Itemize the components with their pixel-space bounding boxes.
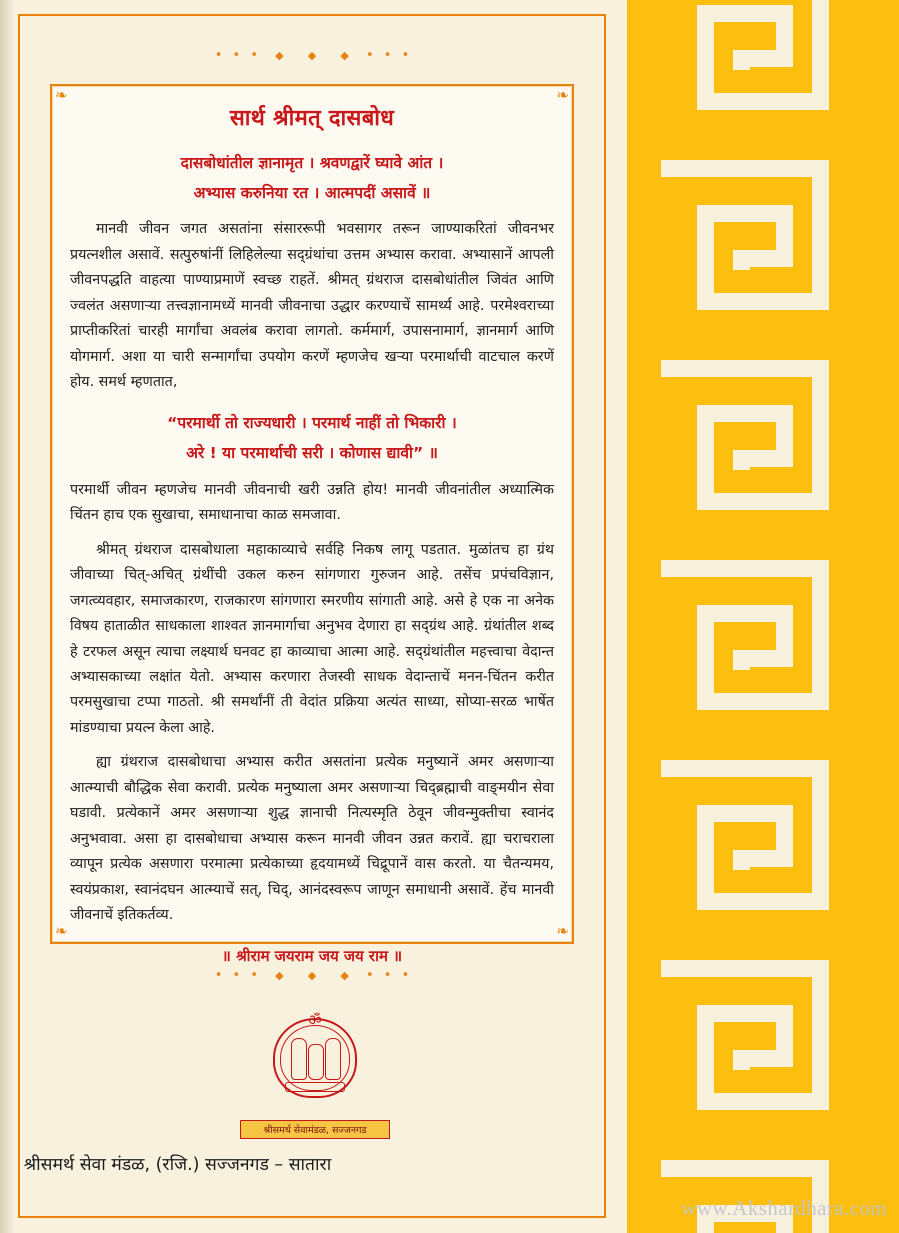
organisation-emblem <box>255 1011 375 1118</box>
middle-verse <box>70 408 554 468</box>
frame-corner-bottom-left <box>18 1184 52 1218</box>
ornament-diamond-3: ◆ <box>340 49 352 62</box>
frame-corner-top-right <box>572 14 606 48</box>
middle-verse-line-2: अरे ! या परमार्थाची सरी । कोणास द्यावी” ॥ <box>186 443 438 462</box>
emblem-caption: श्रीसमर्थ सेवामंडळ, सज्जनगड <box>240 1120 390 1139</box>
meander-pattern <box>627 0 899 1233</box>
ornament-bottom-diamond-2: ◆ <box>307 969 320 982</box>
ornament-dots-right: • • • <box>365 48 413 63</box>
body-paragraph-1: मानवी जीवन जगत असतांना संसाररूपी भवसागर तरून जाण्याकरितां जीवनभर प्रयत्नशील असावें. सत्पुरुषांनीं लिहिलेल्या सद्ग्रंथांचा उत्तम अभ्यास करावा. अभ्यासानें आपली जीवनपद्धति वाहत्या पाण्याप्रमाणें स्वच्छ राहतें. श्रीमत् ग्रंथराज दासबोधांतील जिवंत आणि ज्वलंत असणाऱ्या तत्त्वज्ञानामध्यें मानवी जीवनाचा उद्धार करण्याचें सामर्थ्य आहे. परमेश्वराच्या प्राप्तीकरितां चारही मार्गांचा अवलंब करावा लागतो. कर्ममार्ग, उपासनामार्ग, ज्ञानमार्ग आणि योगमार्ग. अशा या चारी सन्मार्गांचा उपयोग करणें म्हणजेच खऱ्या परमार्थाची वाटचाल करणें होय. समर्थ म्हणतात, <box>70 221 554 391</box>
ornament-bottom-dots-left: • • • <box>214 968 262 983</box>
greek-key-motif <box>661 160 861 360</box>
om-symbol-icon: ॐ <box>308 1011 322 1029</box>
ornament-bottom-diamond-3: ◆ <box>340 969 352 982</box>
greek-key-motif <box>661 360 861 560</box>
card-content <box>70 102 554 966</box>
ornament-top <box>0 48 627 63</box>
body-paragraph-3: श्रीमत् ग्रंथराज दासबोधाला महाकाव्याचे सर्वहि निकष लागू पडतात. मुळांतच हा ग्रंथ जीवाच्या चित्-अचित् ग्रंथींची उकल करुन सांगणारा गुरुजन आहे. तसेंच प्रपंचविज्ञान, जगत्व्यवहार, समाजकारण, राजकारण सांगणारा स्मरणीय सांगाती आहे. असे हे एक ना अनेक विषय हाताळीत साधकाला शाश्वत ज्ञानमार्गाचा अनुभव देणारा हा सद्ग्रंथ आहे. ग्रंथांतील शब्द हे टरफल असून त्याचा लक्ष्यार्थ घनवट हा काव्याचा आत्मा आहे. सद्ग्रंथांतील महत्त्वाचा वेदान्त अभ्यासकाच्या लक्षांत येतो. अभ्यास करणारा तेजस्वी साधक वेदान्ताचें मनन-चिंतन करीत परमसुखाचा टप्पा गाठतो. श्री समर्थांनीं ती वेदांत प्रक्रिया अत्यंत साध्या, सोप्या-सरळ भाषेंत मांडण्याचा प्रयत्न केला आहे. <box>70 541 554 736</box>
middle-verse-line-1: “परमार्थी तो राज्यधारी । परमार्थ नाहीं तो भिकारी । <box>167 413 457 432</box>
ornament-dots-left: • • • <box>214 48 262 63</box>
decorative-border-band <box>627 0 899 1233</box>
frame-corner-top-left <box>18 14 52 48</box>
ornament-diamond-1: ◆ <box>275 49 287 62</box>
emblem-figure-left <box>291 1038 307 1080</box>
publisher-line: श्रीसमर्थ सेवा मंडळ, (रजि.) सज्जनगड – सातारा <box>23 1155 332 1175</box>
body-paragraph-2: परमार्थी जीवन म्हणजेच मानवी जीवनाची खरी उन्नति होय! मानवी जीवनांतील अध्यात्मिक चिंतन हाच एक सुखाचा, समाधानाचा काळ समजावा. <box>70 481 554 524</box>
card-corner-flourish-bottom-right: ❧ <box>556 922 569 940</box>
card-corner-flourish-bottom-left: ❧ <box>55 922 68 940</box>
site-watermark: www.Akshardhara.com <box>681 1196 887 1220</box>
ornament-bottom-diamond-1: ◆ <box>275 969 287 982</box>
card-corner-flourish-top-left: ❧ <box>55 86 68 104</box>
content-card <box>50 84 574 966</box>
emblem-figure-right <box>325 1038 341 1080</box>
emblem-base <box>285 1082 345 1092</box>
emblem-figure-center <box>308 1044 324 1080</box>
opening-verse-line-1: दासबोधांतील ज्ञानामृत । श्रवणद्वारें घ्यावे आंत । <box>180 154 444 172</box>
greek-key-motif <box>661 960 861 1160</box>
greek-key-motif <box>661 0 861 160</box>
opening-verse-line-2: अभ्यास करुनिया रत । आत्मपदीं असावें ॥ <box>193 184 431 203</box>
ornament-bottom-dots-right: • • • <box>365 968 413 983</box>
body-paragraph-4: ह्या ग्रंथराज दासबोधाचा अभ्यास करीत असतांना प्रत्येक मनुष्यानें अमर असणाऱ्या आत्म्याची बौद्धिक सेवा करावी. प्रत्येक मनुष्याला अमर असणाऱ्या चिद्ब्रह्माची वाङ्‌मयीन सेवा घडावी. प्रत्येकानें अमर असणाऱ्या शुद्ध ज्ञानाची नित्यस्मृति ठेवून जीवन्मुक्तीचा स्वानंद अनुभवावा. असा हा दासबोधाचा अभ्यास करून मानवी जीवन उन्नत करावें. ह्या चराचराला व्यापून प्रत्येक असणारा परमात्मा प्रत्येकाच्या हृदयामध्यें चिद्रूपानें वास करतो. या चैतन्यमय, स्वयंप्रकाश, स्वानंदघन आत्म्याचें सत्, चिद्, आनंदस्वरूप जाणून समाधानी असावें. हेंच मानवी जीवनाचें इतिकर्तव्य. <box>70 754 554 923</box>
frame-corner-bottom-right <box>572 1184 606 1218</box>
ornament-bottom <box>0 968 627 983</box>
opening-verse <box>70 148 554 208</box>
closing-mantra: ॥ श्रीराम जयराम जय जय राम ॥ <box>221 947 403 966</box>
greek-key-motif <box>661 560 861 760</box>
ornament-diamond-2: ◆ <box>307 49 320 62</box>
document-title: सार्थ श्रीमत् दासबोध <box>229 106 395 131</box>
card-corner-flourish-top-right: ❧ <box>556 86 569 104</box>
greek-key-motif <box>661 760 861 960</box>
